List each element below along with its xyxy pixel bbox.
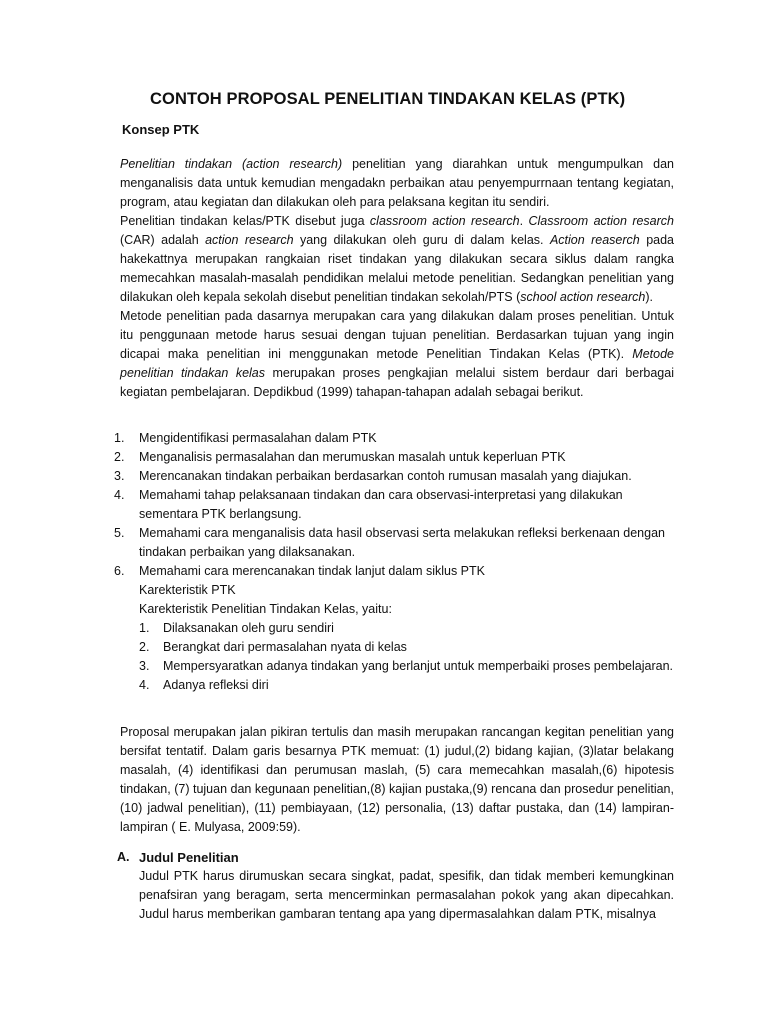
document-title: CONTOH PROPOSAL PENELITIAN TINDAKAN KELAS (PTK) [150,90,626,108]
characteristics-heading: Karekteristik PTK [139,583,236,597]
section-body: Judul PTK harus dirumuskan secara singkat, padat, spesifik, dan tidak memberi kemungkinan penafsiran yang beragam, serta mencerminkan permasalahan pokok yang akan dipecahkan. Judul harus memberikan gambaran tentang apa yang dipermasalahkan dalam PTK, misalnya [139,869,674,921]
section-heading-konsep: Konsep PTK [122,122,200,137]
list-item: 6. Memahami cara merencanakan tindak lanjut dalam siklus PTK Karekteristik PTK Karekteristik Penelitian Tindakan Kelas, yaitu: 1. Dilaksanakan oleh guru sendiri 2. Berangkat dari permasalahan nyata di kelas 3. Mempersyaratkan adanya tindakan yang berlanjut untuk memperbaiki proses pembelajaran. 4. Adanya refleksi diri [114,562,674,695]
characteristics-list [139,619,674,695]
characteristics-intro: Karekteristik Penelitian Tindakan Kelas, yaitu: [139,602,392,616]
list-item: 3. Merencanakan tindakan perbaikan berdasarkan contoh rumusan masalah yang diajukan. [114,469,632,483]
paragraph-action-research: Penelitian tindakan (action research) penelitian yang diarahkan untuk mengumpulkan dan menganalisis data untuk kemudian mengadakn perbaikan atau penyempurrnaan tentang kegiatan, program, atau kegiatan dan dilakukan oleh para pelaksana kegitan itu sendiri. [120,157,674,209]
list-item: 1. Mengidentifikasi permasalahan dalam PTK [114,431,377,445]
list-item: 4. Memahami tahap pelaksanaan tindakan dan cara observasi-interpretasi yang dilakukan sementara PTK berlangsung. [114,488,623,521]
list-item: 1. Dilaksanakan oleh guru sendiri [139,621,334,635]
list-item: 3. Mempersyaratkan adanya tindakan yang berlanjut untuk memperbaiki proses pembelajaran. [139,659,674,673]
list-item: 5. Memahami cara menganalisis data hasil observasi serta melakukan refleksi berkenaan dengan tindakan perbaikan yang dilaksanakan. [114,526,665,559]
list-item: 2. Berangkat dari permasalahan nyata di kelas [139,640,407,654]
section-title: Judul Penelitian [139,850,239,865]
list-item: 4. Adanya refleksi diri [139,678,269,692]
italic-term: Penelitian tindakan (action research) [120,157,343,171]
steps-list [114,429,674,695]
intro-body [120,155,674,402]
paragraph-metode: Metode penelitian pada dasarnya merupakan cara yang dilakukan dalam proses penelitian. Untuk itu penggunaan metode harus sesuai dengan tujuan penelitian. Berdasarkan tujuan yang ingin dicapai maka penelitian ini menggunakan metode Penelitian Tindakan Kelas (PTK). Metode penelitian tindakan kelas merupakan proses pengkajian melalui sistem berdaur dari berbagai kegiatan pembelajaran. Depdikbud (1999) tahapan-tahapan adalah sebagai berikut. [120,309,674,399]
section-label: A. [117,850,130,864]
proposal-paragraph: Proposal merupakan jalan pikiran tertulis dan masih merupakan rancangan kegitan penelitian yang bersifat tentatif. Dalam garis besarnya PTK memuat: (1) judul,(2) bidang kajian, (3)latar belakang masalah, (4) identifikasi dan perumusan maslah, (5) cara memecahkan masalah,(6) hipotesis tindakan, (7) tujuan dan kegunaan penelitian,(8) kajian pustaka,(9) rencana dan prosedur penelitian,(10) jadwal penelitian), (11) pembiayaan, (12) personalia, (13) daftar pustaka, dan (14) lampiran-lampiran ( E. Mulyasa, 2009:59). [120,725,674,834]
paragraph-ptk-definition: Penelitian tindakan kelas/PTK disebut juga classroom action research. Classroom action resarch (CAR) adalah action research yang dilakukan oleh guru di dalam kelas. Action reaserch pada hakekattnya merupakan rangkaian riset tindakan yang dilakukan secara siklus dalam rangka memecahkan masalah-masalah pendidikan melalui metode penelitian. Sedangkan penelitian yang dilakukan oleh kepala sekolah disebut penelitian tindakan sekolah/PTS (school action research). [120,214,674,304]
list-item: 2. Menganalisis permasalahan dan merumuskan masalah untuk keperluan PTK [114,450,566,464]
